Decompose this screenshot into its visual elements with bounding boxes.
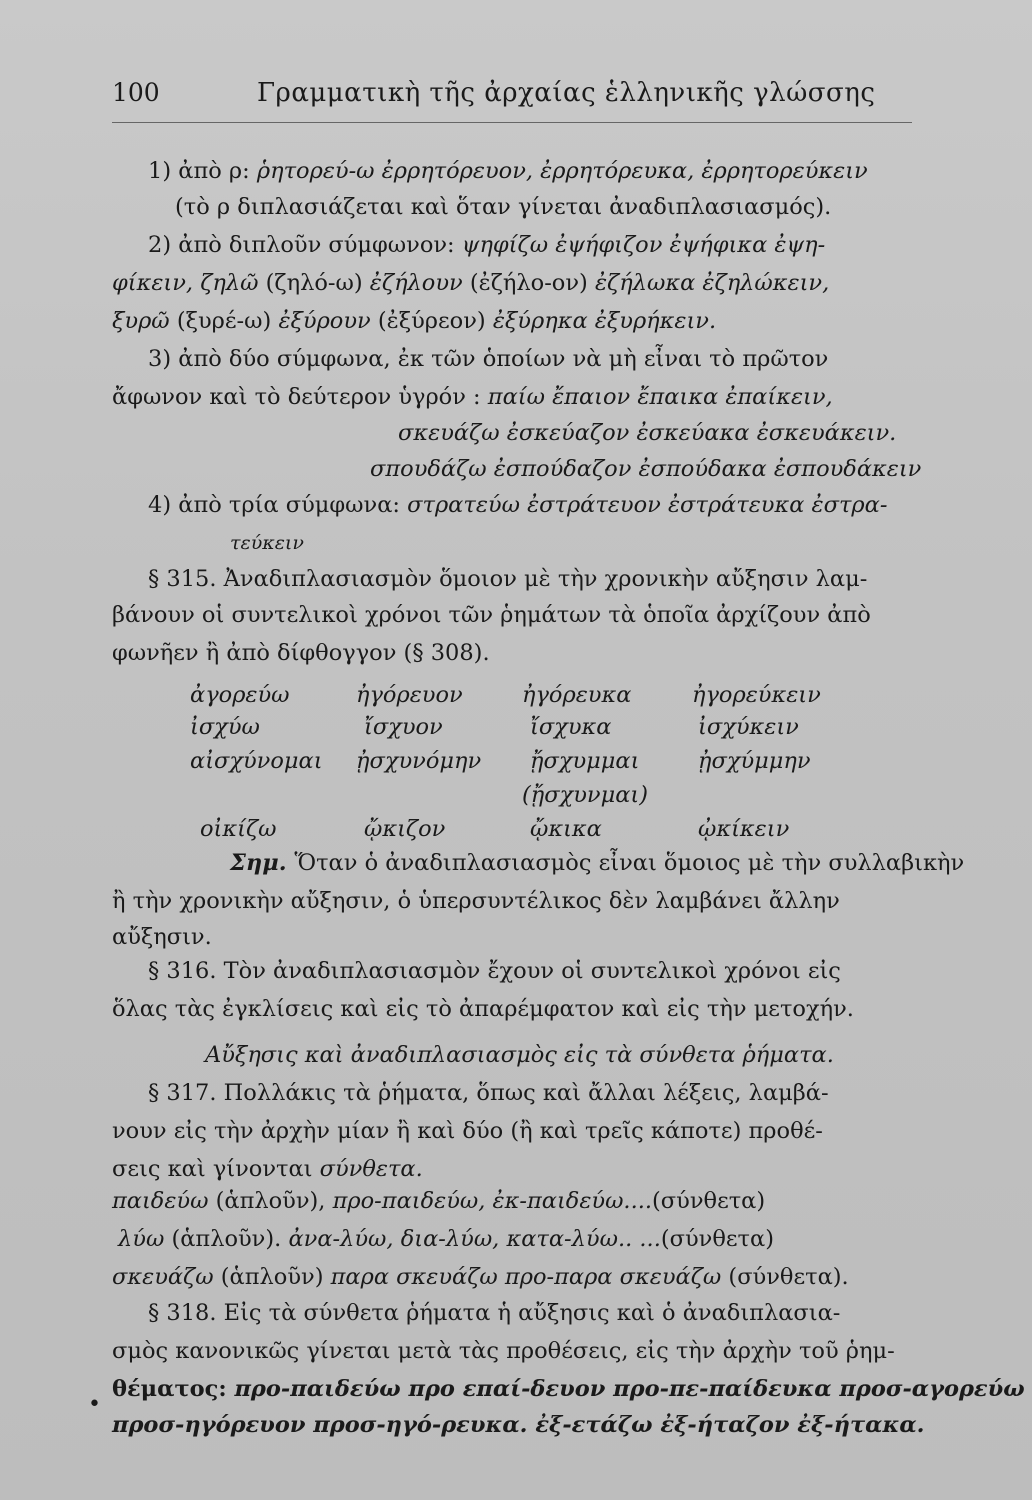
text-line: ἢ τὴν χρονικὴν αὔξησιν, ὁ ὑπερσυντέλικος δὲν λαμβάνει ἄλλην <box>112 888 840 914</box>
table-cell: ἠγόρευκα <box>522 682 632 708</box>
table-cell: (ᾔσχυνμαι) <box>522 782 649 808</box>
note-line: Σημ. Ὅταν ὁ ἀναδιπλασιασμὸς εἶναι ὅμοιος μὲ τὴν συλλαβικὴν <box>230 850 965 876</box>
example-line: παιδεύω (ἁπλοῦν), προ-παιδεύω, ἐκ-παιδεύω....(σύνθετα) <box>112 1188 766 1214</box>
text-line: νουν εἰς τὴν ἀρχὴν μίαν ἢ καὶ δύο (ἢ καὶ τρεῖς κάποτε) προθέ- <box>112 1118 823 1144</box>
text-line: βάνουν οἱ συντελικοὶ χρόνοι τῶν ῥημάτων τὰ ὁποῖα ἀρχίζουν ἀπὸ <box>112 602 871 628</box>
table-cell: ἰσχύκειν <box>698 714 799 740</box>
paragraph-318: § 318. Εἰς τὰ σύνθετα ῥήματα ἡ αὔξησις καὶ ὁ ἀναδιπλασια- <box>148 1300 841 1326</box>
example-line: λύω (ἁπλοῦν). ἀνα-λύω, δια-λύω, κατα-λύω.. ...(σύνθετα) <box>118 1226 774 1252</box>
text-line: σκευάζω ἐσκεύαζον ἐσκεύακα ἐσκευάκειν. <box>398 420 897 446</box>
table-cell: ἴσχυκα <box>530 714 612 740</box>
table-cell: αἰσχύνομαι <box>190 748 323 774</box>
text-line: ξυρῶ (ξυρέ-ω) ἐξύρουν (ἐξύρεον) ἐξύρηκα ἐξυρήκειν. <box>112 308 717 334</box>
header-rule <box>112 122 912 123</box>
margin-dot: • <box>88 1392 101 1417</box>
page-header <box>112 78 942 118</box>
paragraph-317: § 317. Πολλάκις τὰ ῥήματα, ὅπως καὶ ἄλλαι λέξεις, λαμβά- <box>148 1080 829 1106</box>
table-cell: ἠγόρευον <box>356 682 463 708</box>
table-cell: ᾔσχυμμαι <box>530 748 640 774</box>
text-line: φίκειν, ζηλῶ (ζηλό-ω) ἐζήλουν (ἐζήλο-ον) ἐζήλωκα ἐζηλώκειν, <box>112 270 830 296</box>
text-line: 2) ἀπὸ διπλοῦν σύμφωνον: ψηφίζω ἐψήφιζον ἐψήφικα ἐψη- <box>148 232 826 258</box>
text-line: 3) ἀπὸ δύο σύμφωνα, ἐκ τῶν ὁποίων νὰ μὴ εἶναι τὸ πρῶτον <box>148 346 829 372</box>
text-line: σπουδάζω ἐσπούδαζον ἐσπούδακα ἐσπουδάκειν <box>370 456 922 482</box>
table-cell: ἀγορεύω <box>190 682 290 708</box>
text-line: αὔξησιν. <box>112 924 212 950</box>
table-cell: ἠγορεύκειν <box>692 682 821 708</box>
text-line: θέματος: προ-παιδεύω προ επαί-δευον προ-πε-παίδευκα προσ-αγορεύω <box>112 1376 1025 1402</box>
text-line: τεύκειν <box>230 532 304 554</box>
table-cell: ἴσχυον <box>364 714 443 740</box>
table-cell: ᾠκίκειν <box>698 816 790 842</box>
section-heading: Αὔξησις καὶ ἀναδιπλασιασμὸς εἰς τὰ σύνθετα ῥήματα. <box>205 1042 834 1068</box>
table-cell: οἰκίζω <box>200 816 277 842</box>
table-cell: ᾤκιζον <box>364 816 446 842</box>
text-line: 1) ἀπὸ ρ: ῥητορεύ-ω ἐρρητόρευον, ἐρρητόρευκα, ἐρρητορεύκειν <box>148 158 868 184</box>
text-line: ἄφωνον καὶ τὸ δεύτερον ὑγρόν : παίω ἔπαιον ἔπαικα ἐπαίκειν, <box>112 384 833 410</box>
text-line: ὅλας τὰς ἐγκλίσεις καὶ εἰς τὸ ἀπαρέμφατον καὶ εἰς τὴν μετοχήν. <box>112 996 854 1022</box>
paragraph-315: § 315. Ἀναδιπλασιασμὸν ὅμοιον μὲ τὴν χρονικὴν αὔξησιν λαμ- <box>148 566 868 592</box>
text-line: (τὸ ρ διπλασιάζεται καὶ ὅταν γίνεται ἀναδιπλασιασμός). <box>175 194 832 220</box>
example-line: σκευάζω (ἁπλοῦν) παρα σκευάζω προ-παρα σκευάζω (σύνθετα). <box>112 1264 849 1290</box>
table-cell: ᾐσχύμμην <box>698 748 811 774</box>
text-line: φωνῆεν ἢ ἀπὸ δίφθογγον (§ 308). <box>112 640 490 666</box>
table-cell: ἰσχύω <box>190 714 260 740</box>
table-cell: ᾤκικα <box>530 816 602 842</box>
text-line: προσ-ηγόρευον προσ-ηγό-ρευκα. ἐξ-ετάζω ἐξ-ήταζον ἐξ-ήτακα. <box>112 1412 925 1438</box>
text-line: σεις καὶ γίνονται σύνθετα. <box>112 1156 423 1182</box>
running-title: Γραμματικὴ τῆς ἀρχαίας ἑλληνικῆς γλώσσης <box>257 78 876 108</box>
paragraph-316: § 316. Τὸν ἀναδιπλασιασμὸν ἔχουν οἱ συντελικοὶ χρόνοι εἰς <box>148 958 841 984</box>
page-number: 100 <box>112 78 160 107</box>
text-line: 4) ἀπὸ τρία σύμφωνα: στρατεύω ἐστράτευον ἐστράτευκα ἐστρα- <box>148 492 888 518</box>
table-cell: ᾐσχυνόμην <box>356 748 482 774</box>
text-line: σμὸς κανονικῶς γίνεται μετὰ τὰς προθέσεις, εἰς τὴν ἀρχὴν τοῦ ῥημ- <box>112 1338 895 1364</box>
